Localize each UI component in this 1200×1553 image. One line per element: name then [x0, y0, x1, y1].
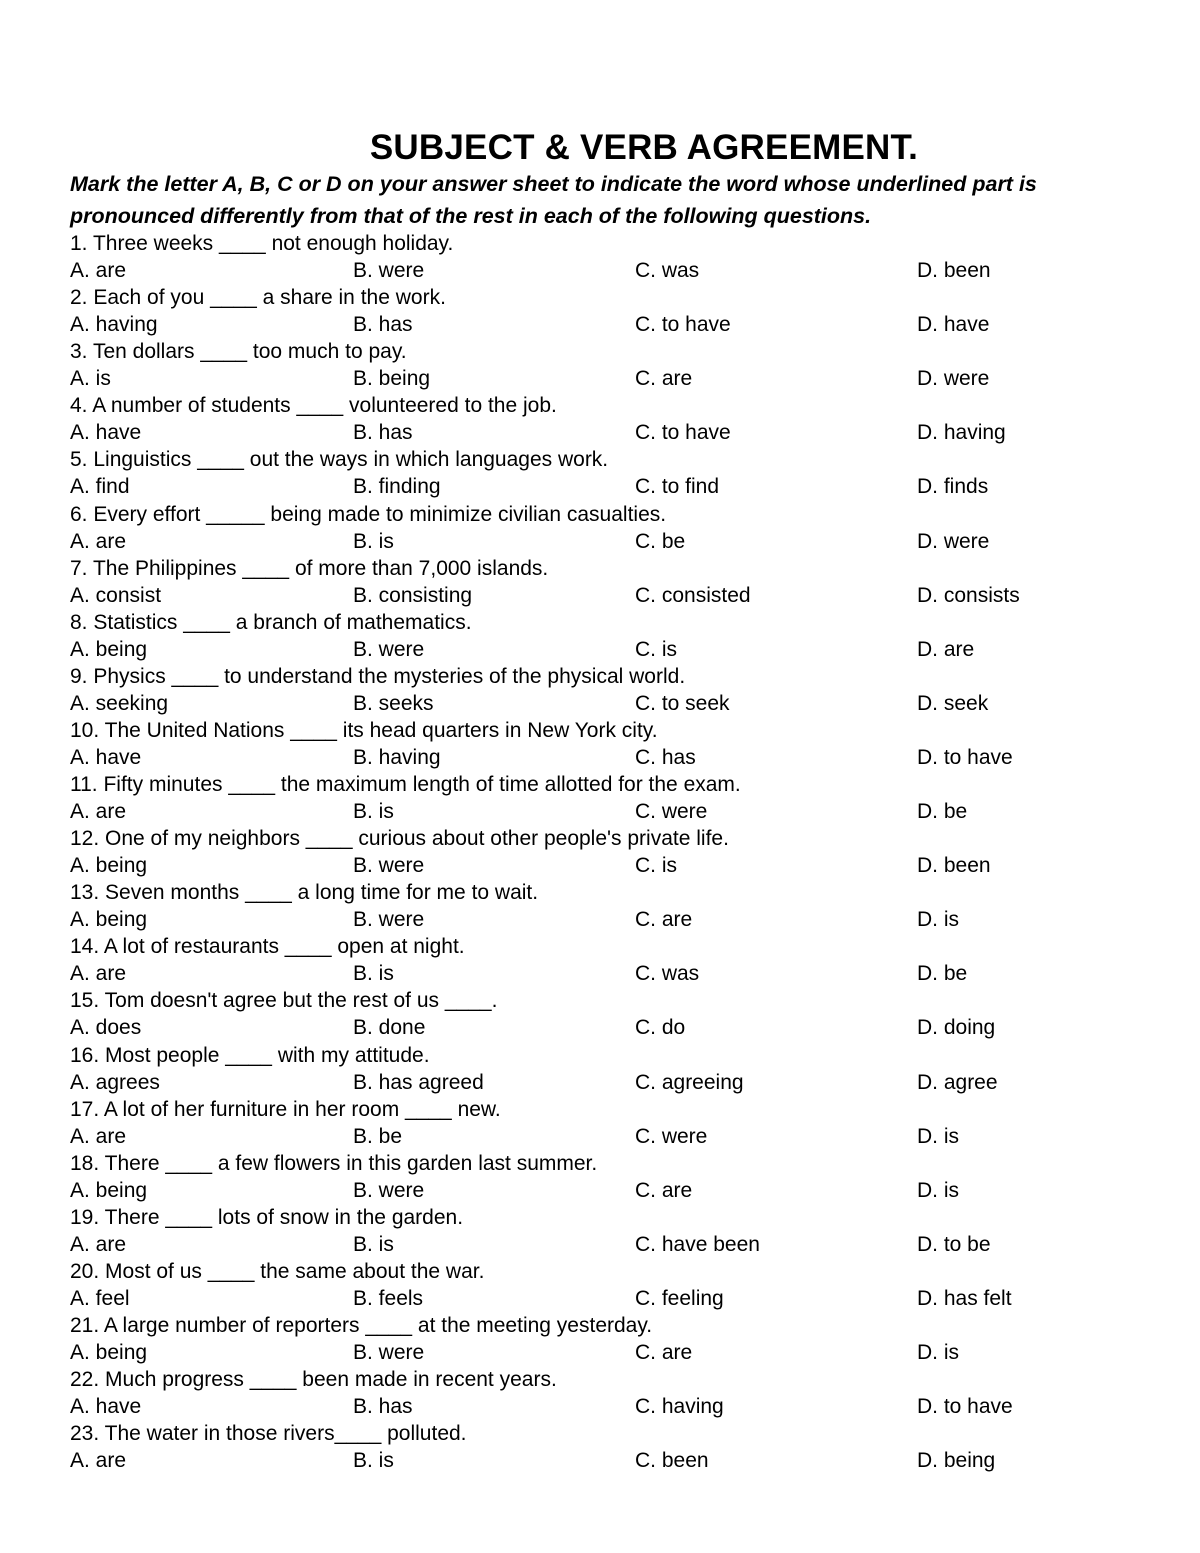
option-a: A. having: [70, 313, 158, 337]
option-b: B. is: [353, 800, 394, 824]
option-a: A. have: [70, 421, 142, 445]
option-c: C. having: [635, 1395, 724, 1419]
question-stem: 8. Statistics ____ a branch of mathematics.: [70, 610, 472, 634]
option-c: C. are: [635, 1341, 693, 1365]
option-a: A. being: [70, 1341, 148, 1365]
question-item: [70, 1420, 1170, 1529]
option-d: D. were: [917, 529, 990, 553]
option-d: D. having: [917, 421, 1006, 445]
option-d: D. be: [917, 962, 968, 986]
option-b: B. is: [353, 962, 394, 986]
option-d: D. is: [917, 1341, 959, 1365]
option-d: D. were: [917, 367, 990, 391]
option-b: B. were: [353, 259, 425, 283]
option-d: D. is: [917, 1178, 959, 1202]
question-stem: 5. Linguistics ____ out the ways in which languages work.: [70, 448, 609, 472]
option-b: B. were: [353, 1341, 425, 1365]
option-c: C. are: [635, 367, 693, 391]
option-d: D. being: [917, 1449, 996, 1473]
question-stem: 21. A large number of reporters ____ at the meeting yesterday.: [70, 1314, 653, 1337]
option-b: B. having: [353, 745, 441, 769]
option-a: A. are: [70, 800, 127, 824]
option-a: A. have: [70, 1395, 142, 1419]
option-a: A. consist: [70, 583, 162, 607]
option-c: C. is: [635, 637, 677, 661]
question-stem: 16. Most people ____ with my attitude.: [70, 1043, 430, 1067]
option-c: C. to find: [635, 475, 720, 499]
option-c: C. agreeing: [635, 1070, 744, 1094]
instructions: Mark the letter A, B, C or D on your answer sheet to indicate the word whose underlined part is pronounced differently from that of the rest in each of the following questions.: [70, 172, 1037, 228]
option-a: A. are: [70, 1449, 127, 1473]
option-c: C. has: [635, 745, 696, 769]
option-c: C. feeling: [635, 1286, 724, 1310]
option-c: C. do: [635, 1016, 686, 1040]
option-b: B. feels: [353, 1286, 424, 1310]
page-title: SUBJECT & VERB AGREEMENT.: [369, 128, 919, 167]
option-b: B. is: [353, 1232, 394, 1256]
option-a: A. feel: [70, 1286, 130, 1310]
question-stem: 15. Tom doesn't agree but the rest of us ____.: [70, 989, 498, 1013]
question-stem: 18. There ____ a few flowers in this garden last summer.: [70, 1151, 598, 1175]
option-b: B. has: [353, 313, 413, 337]
option-d: D. is: [917, 1124, 959, 1148]
option-b: B. were: [353, 637, 425, 661]
option-b: B. being: [353, 367, 431, 391]
question-stem: 14. A lot of restaurants ____ open at night.: [70, 935, 465, 959]
option-b: B. has: [353, 421, 413, 445]
option-b: B. were: [353, 908, 425, 932]
option-c: C. are: [635, 1178, 693, 1202]
option-a: A. is: [70, 367, 111, 391]
option-a: A. being: [70, 908, 148, 932]
question-stem: 17. A lot of her furniture in her room ____ new.: [70, 1097, 501, 1121]
option-b: B. finding: [353, 475, 441, 499]
option-b: B. were: [353, 854, 425, 878]
option-b: B. is: [353, 1449, 394, 1473]
option-a: A. are: [70, 259, 127, 283]
option-c: C. to seek: [635, 691, 730, 715]
option-d: D. to have: [917, 745, 1013, 769]
option-d: D. have: [917, 313, 990, 337]
option-d: D. been: [917, 854, 991, 878]
question-stem: 11. Fifty minutes ____ the maximum length of time allotted for the exam.: [70, 773, 741, 796]
option-b: B. were: [353, 1178, 425, 1202]
question-stem: 22. Much progress ____ been made in recent years.: [70, 1368, 557, 1392]
question-stem: 7. The Philippines ____ of more than 7,000 islands.: [70, 556, 549, 580]
option-c: C. is: [635, 854, 677, 878]
question-stem: 2. Each of you ____ a share in the work.: [70, 286, 446, 310]
option-c: C. consisted: [635, 583, 751, 607]
option-a: A. being: [70, 637, 148, 661]
option-a: A. does: [70, 1016, 142, 1040]
option-d: D. been: [917, 259, 991, 283]
option-b: B. is: [353, 529, 394, 553]
option-b: B. has: [353, 1395, 413, 1419]
option-a: A. seeking: [70, 691, 169, 715]
question-stem: 9. Physics ____ to understand the mysteries of the physical world.: [70, 664, 686, 688]
question-stem: 1. Three weeks ____ not enough holiday.: [70, 232, 454, 255]
question-stem: 13. Seven months ____ a long time for me to wait.: [70, 881, 539, 905]
option-b: B. seeks: [353, 691, 434, 715]
option-c: C. be: [635, 529, 686, 553]
option-a: A. agrees: [70, 1070, 160, 1094]
option-c: C. to have: [635, 313, 731, 337]
option-c: C. to have: [635, 421, 731, 445]
option-b: B. consisting: [353, 583, 473, 607]
option-a: A. are: [70, 962, 127, 986]
option-c: C. been: [635, 1449, 709, 1473]
option-c: C. was: [635, 259, 700, 283]
option-d: D. to have: [917, 1395, 1013, 1419]
option-d: D. are: [917, 637, 975, 661]
question-stem: 20. Most of us ____ the same about the war.: [70, 1259, 485, 1283]
option-a: A. are: [70, 1232, 127, 1256]
question-stem: 12. One of my neighbors ____ curious about other people's private life.: [70, 827, 729, 851]
option-a: A. find: [70, 475, 130, 499]
option-d: D. has felt: [917, 1286, 1012, 1310]
option-c: C. was: [635, 962, 700, 986]
option-b: B. done: [353, 1016, 426, 1040]
question-stem: 6. Every effort _____ being made to minimize civilian casualties.: [70, 502, 667, 526]
option-b: B. has agreed: [353, 1070, 484, 1094]
option-b: B. be: [353, 1124, 403, 1148]
option-c: C. have been: [635, 1232, 760, 1256]
question-stem: 10. The United Nations ____ its head quarters in New York city.: [70, 718, 658, 742]
question-stem: 23. The water in those rivers____ polluted.: [70, 1422, 467, 1446]
option-c: C. are: [635, 908, 693, 932]
option-c: C. were: [635, 800, 708, 824]
question-stem: 3. Ten dollars ____ too much to pay.: [70, 340, 407, 364]
option-a: A. are: [70, 1124, 127, 1148]
option-d: D. be: [917, 800, 968, 824]
option-d: D. is: [917, 908, 959, 932]
option-a: A. being: [70, 1178, 148, 1202]
question-stem: 4. A number of students ____ volunteered to the job.: [70, 394, 557, 418]
option-d: D. agree: [917, 1070, 998, 1094]
option-d: D. seek: [917, 691, 989, 715]
option-a: A. have: [70, 745, 142, 769]
option-d: D. doing: [917, 1016, 996, 1040]
option-a: A. being: [70, 854, 148, 878]
option-d: D. to be: [917, 1232, 991, 1256]
option-d: D. finds: [917, 475, 989, 499]
option-a: A. are: [70, 529, 127, 553]
question-stem: 19. There ____ lots of snow in the garden.: [70, 1205, 464, 1229]
option-d: D. consists: [917, 583, 1020, 607]
option-c: C. were: [635, 1124, 708, 1148]
